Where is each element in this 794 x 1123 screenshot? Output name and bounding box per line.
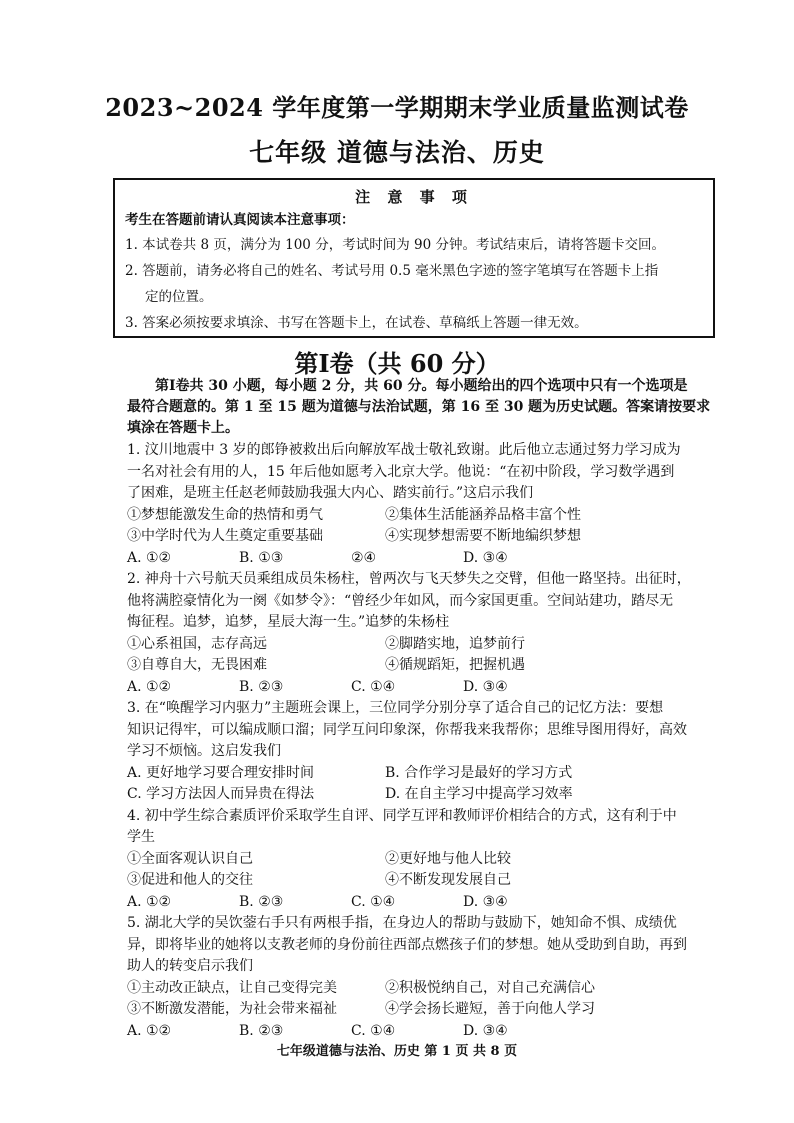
question-stem-line: 1. 汶川地震中 3 岁的郎铮被救出后向解放军战士敬礼致谢。此后他立志通过努力学习成为 (127, 442, 681, 458)
instruction-line: 最符合题意的。第 1 至 15 题为道德与法治试题，第 16 至 30 题为历史试题。答案请按要求 (127, 399, 711, 415)
question-stem-line: 知识记得牢，可以编成顺口溜；同学互问印象深，你帮我来我帮你；思维导图用得好，高效 (127, 721, 687, 738)
answer-choice: B. ②③ (239, 893, 284, 910)
option-item: ①主动改正缺点，让自己变得完美 (127, 979, 337, 996)
notice-item-line: 2. 答题前，请务必将自己的姓名、考试号用 0.5 毫米黑色字迹的签字笔填写在答题卡上指 (125, 263, 659, 279)
answer-choices (127, 892, 727, 914)
exam-subtitle: 七年级 道德与法治、历史 (249, 138, 545, 167)
question-stem-line: 学习不烦恼。这启发我们 (127, 743, 281, 759)
option-item: ②积极悦纳自己，对自己充满信心 (385, 979, 595, 996)
answer-choice: ②④ (351, 549, 377, 566)
option-item: D. 在自主学习中提高学习效率 (385, 786, 573, 802)
answer-choice: B. ②③ (239, 678, 284, 695)
option-item: ④学会扬长避短，善于向他人学习 (385, 1001, 595, 1017)
question-stem-line: 3. 在“唤醒学习内驱力”主题班会课上，三位同学分别分享了适合自己的记忆方法：要想 (127, 700, 664, 716)
question-stem-line: 一名对社会有用的人，15 年后他如愿考入北京大学。他说：“在初中阶段，学习数学遇到 (127, 463, 675, 480)
answer-choice: D. ③④ (463, 1022, 508, 1039)
option-row (127, 849, 727, 871)
option-row (127, 526, 727, 548)
answer-choice: A. ①② (127, 893, 172, 910)
option-item: ①全面客观认识自己 (127, 850, 253, 867)
notice-item-line-continued: 定的位置。 (145, 289, 213, 305)
option-item: ④实现梦想需要不断地编织梦想 (385, 528, 581, 544)
notice-item (125, 310, 703, 336)
option-row (127, 999, 727, 1021)
answer-choice: A. ①② (127, 1022, 172, 1039)
answer-choice: A. ①② (127, 549, 172, 566)
option-row (127, 870, 727, 892)
answer-choices (127, 677, 727, 699)
option-row (127, 505, 727, 527)
notice-item-line: 3. 答案必须按要求填涂、书写在答题卡上，在试卷、草稿纸上答题一律无效。 (125, 315, 588, 331)
option-item: B. 合作学习是最好的学习方式 (385, 764, 573, 781)
question-4 (127, 806, 727, 914)
answer-choice: B. ②③ (239, 1022, 284, 1039)
option-row (127, 763, 727, 785)
question-stem-line: 了困难，是班主任赵老师鼓励我强大内心、踏实前行。”这启示我们 (127, 485, 534, 501)
answer-choices (127, 1021, 727, 1043)
question-stem-line: 异，即将毕业的她将以支教老师的身份前往西部点燃孩子们的梦想。她从受助到自助，再到 (127, 936, 687, 953)
option-item: ③中学时代为人生奠定重要基础 (127, 528, 323, 544)
option-row (127, 655, 727, 677)
answer-choice: D. ③④ (463, 893, 508, 910)
option-row (127, 634, 727, 656)
option-row (127, 784, 727, 806)
notice-title: 注 意 事 项 (355, 188, 473, 206)
option-item: ③自尊自大，无畏困难 (127, 657, 267, 673)
instruction-line: 填涂在答题卡上。 (127, 420, 239, 436)
option-row (127, 978, 727, 1000)
question-3 (127, 698, 727, 806)
question-2 (127, 569, 727, 698)
option-item: ④不断发现发展自己 (385, 872, 511, 888)
notice-intro: 考生在答题前请认真阅读本注意事项： (125, 212, 355, 228)
notice-box (113, 178, 715, 338)
answer-choice: C. ①④ (351, 1022, 396, 1039)
section-title: 第Ⅰ卷（共 60 分） (294, 349, 500, 378)
question-stem-line: 5. 湖北大学的吴饮蓥右手只有两根手指，在身边人的帮助与鼓励下，她知命不惧、成绩优 (127, 915, 677, 931)
question-stem-line: 助人的转变启示我们 (127, 958, 253, 974)
option-item: ②集体生活能涵养品格丰富个性 (385, 506, 581, 523)
answer-choice: D. ③④ (463, 678, 508, 695)
instruction-line: 第Ⅰ卷共 30 小题，每小题 2 分，共 60 分。每小题给出的四个选项中只有一个选项是 (155, 378, 688, 394)
notice-item (125, 232, 703, 258)
answer-choice: A. ①② (127, 678, 172, 695)
answer-choices (127, 548, 727, 570)
notice-item (125, 258, 703, 310)
answer-choice: B. ①③ (239, 549, 284, 566)
question-stem-line: 4. 初中学生综合素质评价采取学生自评、同学互评和教师评价相结合的方式，这有利于中 (127, 807, 677, 824)
section-instructions (127, 376, 727, 439)
page-footer: 七年级道德与法治、历史 第 1 页 共 8 页 (276, 1044, 518, 1059)
answer-choice: D. ③④ (463, 549, 508, 566)
question-stem-line: 他将满腔豪情化为一阕《如梦令》：“曾经少年如风，而今家国更重。空间站建功，踏尽无 (127, 592, 674, 609)
answer-choice: C. ①④ (351, 893, 396, 910)
question-stem-line: 2. 神舟十六号航天员乘组成员朱杨柱，曾两次与飞天梦失之交臂，但他一路坚持。出征时， (127, 571, 691, 587)
question-5 (127, 913, 727, 1042)
exam-title: 2023~2024 学年度第一学期期末学业质量监测试卷 (105, 93, 689, 122)
option-item: ③不断激发潜能，为社会带来福祉 (127, 1001, 337, 1017)
option-item: ④循规蹈矩，把握机遇 (385, 657, 525, 673)
answer-choice: C. ①④ (351, 678, 396, 695)
option-item: C. 学习方法因人而异贵在得法 (127, 786, 315, 802)
question-stem-line: 悔征程。追梦，追梦，星辰大海一生。”追梦的朱杨柱 (127, 614, 450, 630)
option-item: A. 更好地学习要合理安排时间 (127, 764, 315, 781)
option-item: ③促进和他人的交往 (127, 872, 253, 888)
option-item: ①心系祖国，志存高远 (127, 635, 267, 652)
option-item: ②脚踏实地，追梦前行 (385, 635, 525, 652)
notice-item-line: 1. 本试卷共 8 页，满分为 100 分，考试时间为 90 分钟。考试结束后，请将答题卡交回。 (125, 237, 665, 253)
option-item: ①梦想能激发生命的热情和勇气 (127, 506, 323, 523)
question-list (127, 440, 727, 1042)
question-stem-line: 学生 (127, 829, 155, 845)
option-item: ②更好地与他人比较 (385, 850, 511, 867)
question-1 (127, 440, 727, 569)
